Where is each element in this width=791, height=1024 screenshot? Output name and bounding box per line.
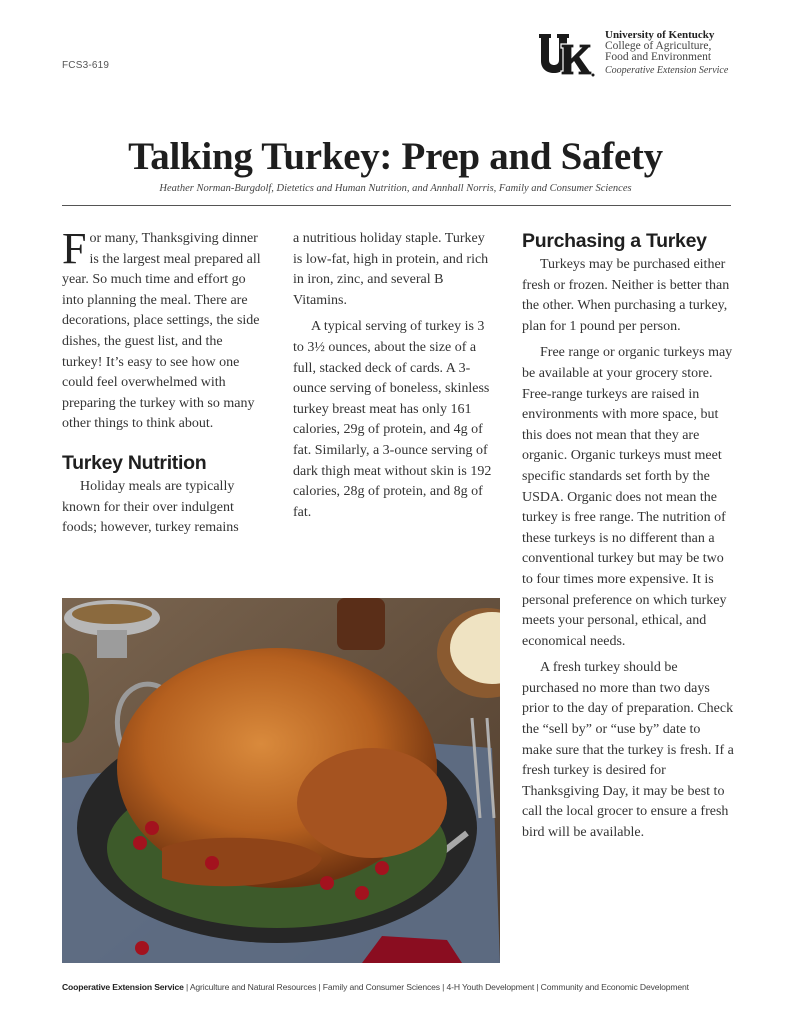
column-1	[62, 224, 265, 539]
nutrition-paragraph-cont: a nutritious holiday staple. Turkey is low-fat, high in protein, and rich in iron, zinc, and several B Vitamins.	[293, 231, 489, 308]
logo-college: College of Agriculture,	[605, 40, 712, 52]
footer	[62, 982, 742, 992]
title-divider	[62, 205, 731, 206]
drop-cap: F	[62, 224, 87, 273]
uk-logo-icon	[537, 32, 595, 78]
nutrition-paragraph: Holiday meals are typically known for their over indulgent foods; however, turkey remains	[62, 478, 239, 536]
column-3	[522, 229, 734, 844]
column-2	[293, 229, 494, 523]
serving-paragraph: A typical serving of turkey is 3 to 3½ ounces, about the size of a full, stacked deck of cards. A 3-ounce serving of boneless, skinless turkey breast meat has only 161 calories, 29g of protein, and 4g of fat. Similarly, a 3-ounce serving of dark thigh meat without skin is 192 calories, 28g of protein, and 8g of fat.	[293, 319, 492, 520]
logo-college-2: Food and Environment	[605, 51, 712, 63]
document-code: FCS3-619	[62, 60, 110, 71]
fresh-turkey-paragraph: A fresh turkey should be purchased no more than two days prior to the day of preparation. Check the “sell by” or “use by” date to make sure that the turkey is fresh. If a fresh turkey is desired for Thanksgiving Day, it may be best to call the local grocer to ensure a fresh bird will be available.	[522, 660, 734, 841]
logo-extension: Cooperative Extension Service	[605, 65, 729, 76]
organic-paragraph: Free range or organic turkeys may be available at your grocery store. Free-range turkeys are raised in environments with more space, but this does not mean that they are organic. Organic turkeys must meet specific standards set forth by the USDA. Organic does not mean the turkey is free range. The nutrition of these turkeys is no different than a conventional turkey but may be two to four times more expensive. It is personal preference on which turkey meets your personal, ethical, and economical needs.	[522, 345, 733, 649]
footer-program-areas: | Agriculture and Natural Resources | Family and Consumer Sciences | 4-H Youth Development | Community and Economic Development	[186, 982, 689, 992]
roasted-turkey-photo	[62, 598, 500, 963]
heading-turkey-nutrition: Turkey Nutrition	[62, 451, 207, 474]
intro-text: or many, Thanksgiving dinner is the largest meal prepared all year. So much time and effort go into planning the meal. There are decorations, place settings, the side dishes, the guest list, and the turkey! It’s easy to see how one could feel overwhelmed with preparing the turkey with so many other things to think about.	[62, 231, 261, 432]
purchasing-paragraph: Turkeys may be purchased either fresh or frozen. Neither is better than the other. When purchasing a turkey, plan for 1 pound per person.	[522, 257, 730, 334]
heading-purchasing: Purchasing a Turkey	[522, 230, 707, 252]
logo-university: University of Kentucky	[605, 29, 715, 41]
uk-logo	[535, 30, 735, 82]
footer-cooperative-extension: Cooperative Extension Service	[62, 982, 184, 992]
page-title: Talking Turkey: Prep and Safety	[128, 135, 663, 178]
turkey-illustration	[62, 598, 500, 963]
authors: Heather Norman-Burgdolf, Dietetics and Human Nutrition, and Annhall Norris, Family and Consumer Sciences	[159, 183, 632, 194]
intro-paragraph	[62, 224, 265, 435]
